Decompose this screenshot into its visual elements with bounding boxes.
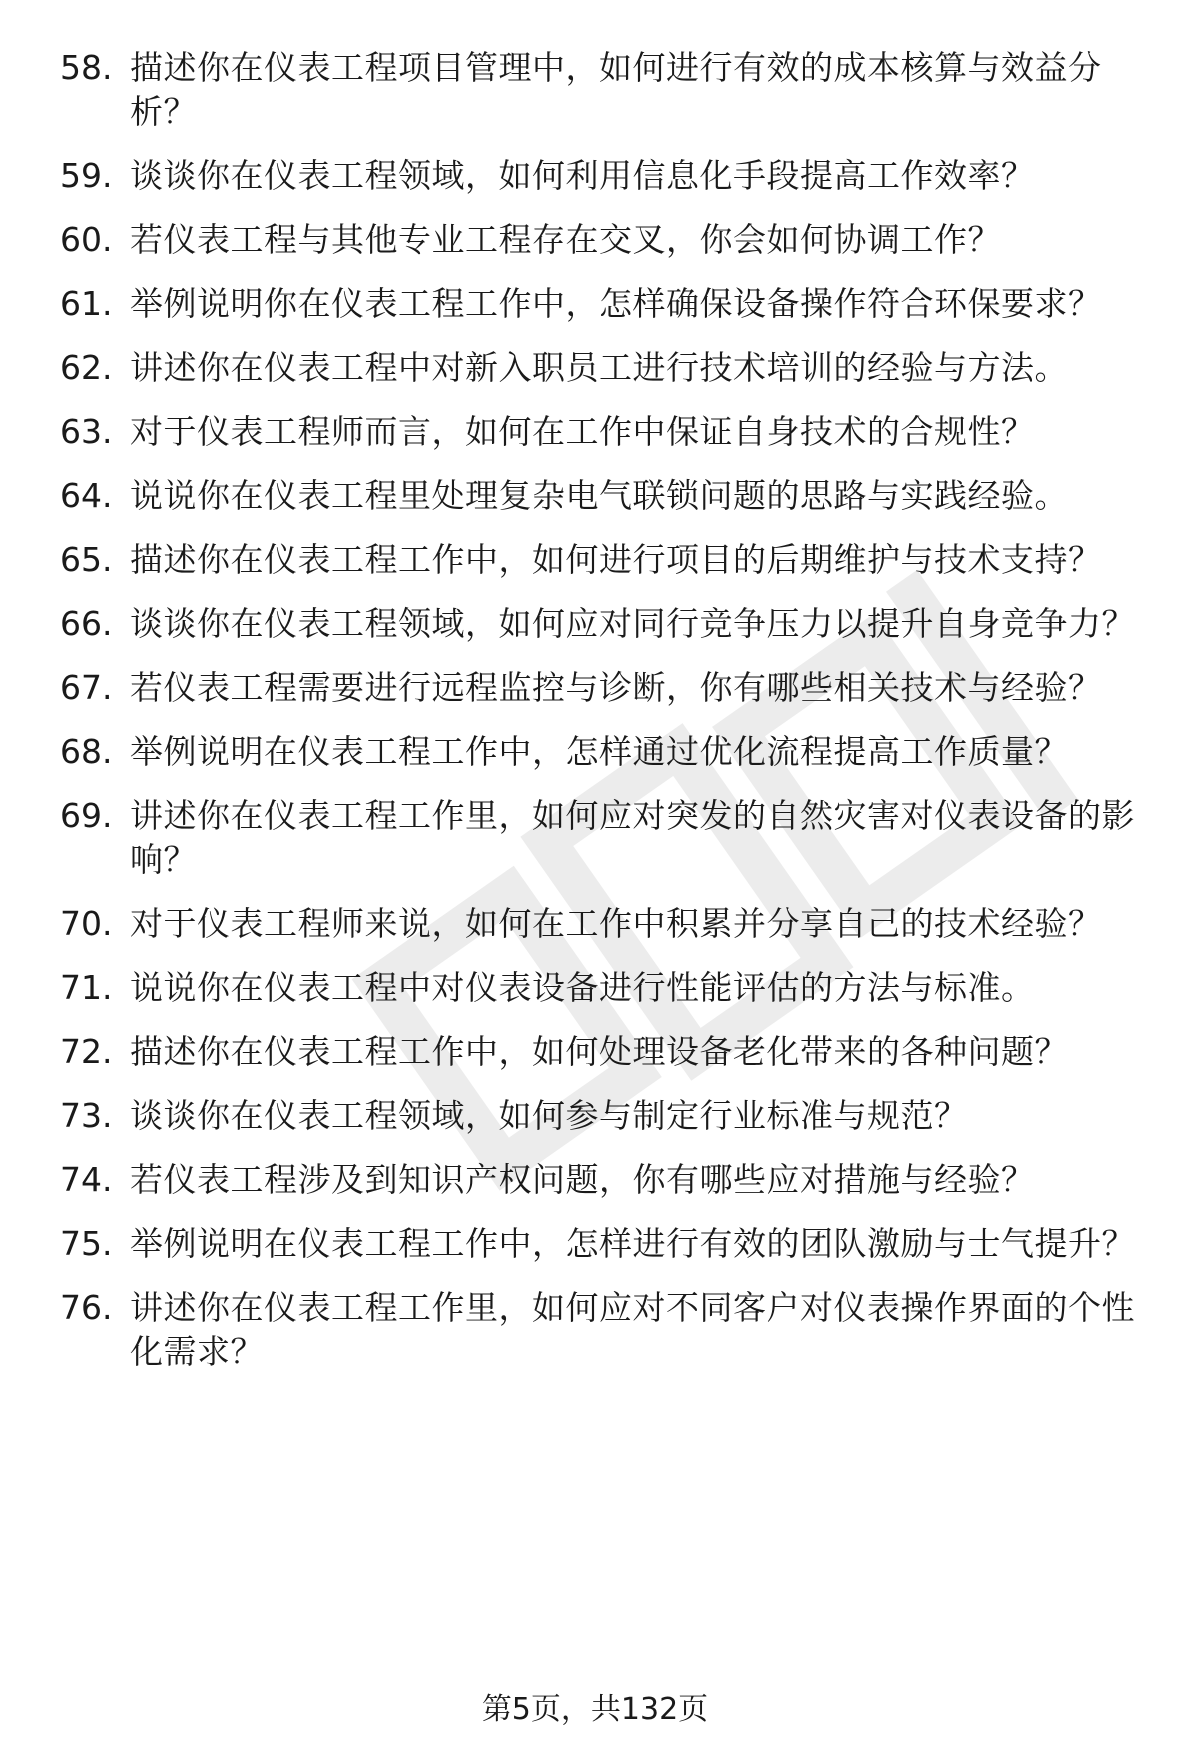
question-number: 72.	[60, 1032, 113, 1071]
question-text: 说说你在仪表工程里处理复杂电气联锁问题的思路与实践经验。	[130, 476, 1068, 515]
question-item	[0, 218, 1190, 262]
question-text: 对于仪表工程师而言，如何在工作中保证自身技术的合规性？	[130, 412, 1035, 451]
question-number: 59.	[60, 156, 113, 195]
question-item	[0, 666, 1190, 710]
question-text: 说说你在仪表工程中对仪表设备进行性能评估的方法与标准。	[130, 968, 1035, 1007]
question-text: 描述你在仪表工程工作中，如何处理设备老化带来的各种问题？	[130, 1032, 1068, 1071]
question-item	[0, 474, 1190, 518]
question-text: 举例说明在仪表工程工作中，怎样通过优化流程提高工作质量？	[130, 732, 1068, 771]
question-text: 若仪表工程与其他专业工程存在交叉，你会如何协调工作？	[130, 220, 1001, 259]
question-number: 70.	[60, 904, 113, 943]
question-item	[0, 154, 1190, 198]
question-item	[0, 410, 1190, 454]
question-text: 举例说明你在仪表工程工作中，怎样确保设备操作符合环保要求？	[130, 284, 1102, 323]
question-number: 73.	[60, 1096, 113, 1135]
question-number: 66.	[60, 604, 113, 643]
question-item	[0, 1286, 1190, 1374]
question-item	[0, 1094, 1190, 1138]
question-number: 71.	[60, 968, 113, 1007]
question-text: 描述你在仪表工程项目管理中，如何进行有效的成本核算与效益分析？	[130, 48, 1102, 131]
question-number: 76.	[60, 1288, 113, 1327]
question-text: 若仪表工程涉及到知识产权问题，你有哪些应对措施与经验？	[130, 1160, 1035, 1199]
question-text: 谈谈你在仪表工程领域，如何参与制定行业标准与规范？	[130, 1096, 968, 1135]
question-item	[0, 602, 1190, 646]
page-footer	[0, 1690, 1190, 1730]
question-text: 讲述你在仪表工程工作里，如何应对不同客户对仪表操作界面的个性化需求？	[130, 1288, 1135, 1371]
question-number: 64.	[60, 476, 113, 515]
question-text: 讲述你在仪表工程中对新入职员工进行技术培训的经验与方法。	[130, 348, 1068, 387]
question-text: 对于仪表工程师来说，如何在工作中积累并分享自己的技术经验？	[130, 904, 1102, 943]
question-list	[0, 46, 1190, 1394]
question-number: 67.	[60, 668, 113, 707]
question-text: 谈谈你在仪表工程领域，如何应对同行竞争压力以提升自身竞争力？	[130, 604, 1135, 643]
question-item	[0, 46, 1190, 134]
question-number: 58.	[60, 48, 113, 87]
question-item	[0, 1030, 1190, 1074]
question-item	[0, 902, 1190, 946]
question-item	[0, 538, 1190, 582]
question-text: 讲述你在仪表工程工作里，如何应对突发的自然灾害对仪表设备的影响？	[130, 796, 1135, 879]
question-text: 描述你在仪表工程工作中，如何进行项目的后期维护与技术支持？	[130, 540, 1102, 579]
question-number: 61.	[60, 284, 113, 323]
question-item	[0, 1222, 1190, 1266]
question-number: 68.	[60, 732, 113, 771]
question-number: 62.	[60, 348, 113, 387]
question-number: 74.	[60, 1160, 113, 1199]
question-number: 63.	[60, 412, 113, 451]
question-text: 若仪表工程需要进行远程监控与诊断，你有哪些相关技术与经验？	[130, 668, 1102, 707]
question-item	[0, 346, 1190, 390]
question-item	[0, 794, 1190, 882]
question-text: 举例说明在仪表工程工作中，怎样进行有效的团队激励与士气提升？	[130, 1224, 1135, 1263]
page-number-label: 第5页，共132页	[481, 1692, 709, 1727]
question-text: 谈谈你在仪表工程领域，如何利用信息化手段提高工作效率？	[130, 156, 1035, 195]
question-number: 65.	[60, 540, 113, 579]
question-item	[0, 1158, 1190, 1202]
question-number: 75.	[60, 1224, 113, 1263]
question-number: 69.	[60, 796, 113, 835]
question-item	[0, 966, 1190, 1010]
question-item	[0, 282, 1190, 326]
question-item	[0, 730, 1190, 774]
question-number: 60.	[60, 220, 113, 259]
